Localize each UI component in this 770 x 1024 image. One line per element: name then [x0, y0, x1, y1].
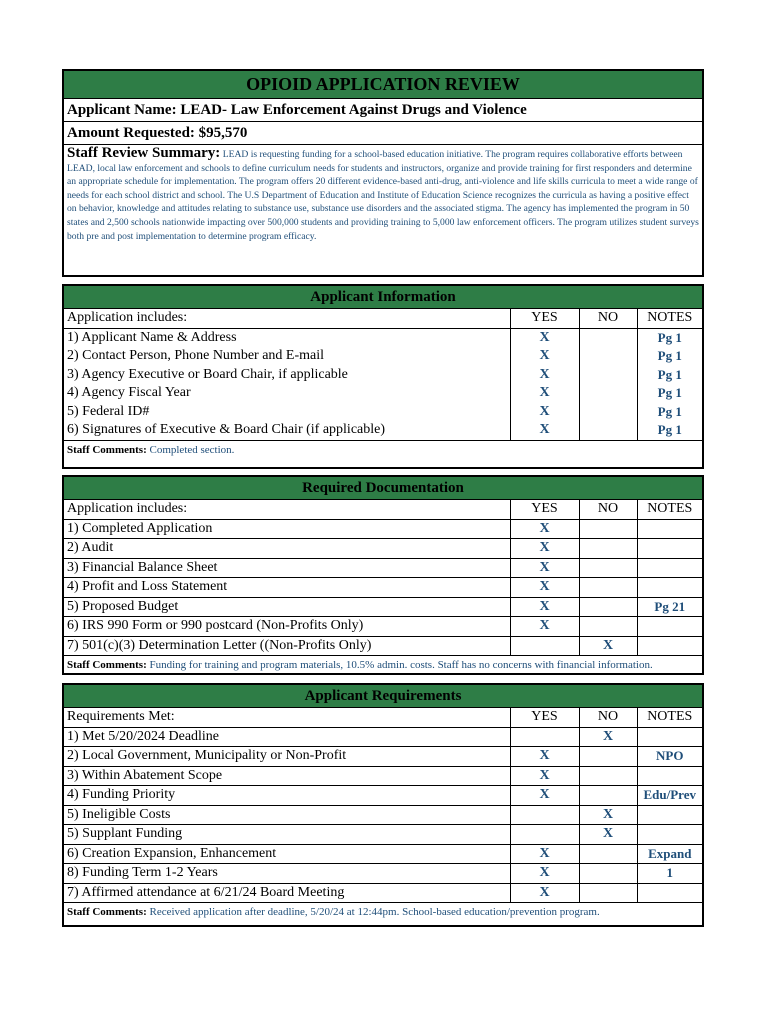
no-mark	[579, 539, 637, 559]
row-note	[637, 883, 702, 902]
no-mark: X	[579, 636, 637, 655]
checklist-table	[64, 707, 702, 902]
review-header-box	[62, 69, 704, 277]
staff-comments-label: Staff Comments:	[67, 443, 147, 456]
table-row	[64, 786, 702, 806]
row-label: 3) Within Abatement Scope	[64, 766, 510, 786]
staff-comments-text: Received application after deadline, 5/20/24 at 12:44pm. School-based education/prevention program.	[149, 906, 600, 918]
yes-mark	[510, 825, 579, 845]
column-notes-header: NOTES	[637, 708, 702, 728]
row-note: Expand	[637, 844, 702, 864]
row-note	[637, 805, 702, 825]
yes-mark	[510, 805, 579, 825]
staff-review-summary	[64, 144, 702, 245]
yes-mark: X	[510, 578, 579, 598]
row-label: 2) Contact Person, Phone Number and E-mail	[67, 348, 325, 364]
row-note	[637, 636, 702, 655]
yes-mark: X	[510, 519, 579, 539]
yes-mark	[510, 636, 579, 655]
row-note: Pg 1	[637, 347, 702, 366]
yes-mark: X	[510, 403, 579, 422]
no-mark: X	[579, 825, 637, 845]
row-label: 4) Profit and Loss Statement	[64, 578, 510, 598]
amount-requested: Amount Requested: $95,570	[64, 121, 702, 144]
no-mark	[579, 347, 637, 366]
no-mark	[579, 864, 637, 884]
column-no-header: NO	[579, 309, 637, 329]
table-row	[64, 747, 702, 767]
row-label: 3) Financial Balance Sheet	[64, 558, 510, 578]
no-mark	[579, 384, 637, 403]
yes-mark: X	[510, 366, 579, 385]
section-required-documentation	[62, 475, 704, 675]
row-note	[637, 519, 702, 539]
table-header-row	[64, 309, 702, 329]
no-mark: X	[579, 805, 637, 825]
row-note	[637, 539, 702, 559]
table-row	[64, 328, 702, 347]
row-label: 1) Applicant Name & Address	[64, 328, 510, 347]
applicant-name: Applicant Name: LEAD- Law Enforcement Against Drugs and Violence	[64, 98, 702, 121]
summary-text: LEAD is requesting funding for a school-based education initiative. The program requires collaborative efforts between LEAD, local law enforcement and schools to define curriculum needs for students and instructors, organize and provide training for first responders and determine an appropriate schedule for implementation. The program offers 20 different evidence-based anti-drug, anti-violence and life skills curricula to meet a wide range of needs for each school district and school. The U.S Department of Education and Institute of Education Science recognizes the curricula as having a positive effect on behavior, knowledge and attitudes relating to substance use, substance use disorders and the associated stigma. The agency has implemented the program in 50 states and 2,500 schools nationwide impacting over 500,000 students and providing training to 5,000 law enforcement officers. The program utilizes student surveys both pre and post implementation to determine program efficacy.	[67, 149, 699, 242]
row-label: 8) Funding Term 1-2 Years	[64, 864, 510, 884]
no-mark	[579, 366, 637, 385]
row-label: 6) Creation Expansion, Enhancement	[64, 844, 510, 864]
yes-mark: X	[510, 328, 579, 347]
row-note: Pg 21	[637, 597, 702, 617]
yes-mark: X	[510, 883, 579, 902]
no-mark	[579, 883, 637, 902]
section-applicant-requirements	[62, 683, 704, 927]
table-row	[64, 636, 702, 655]
no-mark	[579, 844, 637, 864]
summary-label: Staff Review Summary:	[67, 145, 221, 161]
row-note: Pg 1	[637, 421, 702, 440]
yes-mark: X	[510, 747, 579, 767]
row-note: 1	[637, 864, 702, 884]
section-title: Required Documentation	[64, 477, 702, 499]
yes-mark: X	[510, 864, 579, 884]
row-label: 7) Affirmed attendance at 6/21/24 Board Meeting	[64, 883, 510, 902]
table-row	[64, 825, 702, 845]
staff-comments-text: Funding for training and program materials, 10.5% admin. costs. Staff has no concerns with financial information.	[149, 659, 653, 671]
table-row	[64, 403, 702, 422]
row-label: 5) Proposed Budget	[64, 597, 510, 617]
table-header-row	[64, 708, 702, 728]
table-row	[64, 844, 702, 864]
no-mark	[579, 766, 637, 786]
column-label-header: Application includes:	[64, 500, 510, 520]
row-note	[637, 578, 702, 598]
table-row	[64, 805, 702, 825]
no-mark	[579, 328, 637, 347]
section-title: Applicant Information	[64, 286, 702, 308]
table-row	[64, 366, 702, 385]
yes-mark: X	[510, 539, 579, 559]
table-row	[64, 727, 702, 747]
table-row	[64, 558, 702, 578]
row-label: 5) Ineligible Costs	[64, 805, 510, 825]
column-no-header: NO	[579, 500, 637, 520]
no-mark	[579, 786, 637, 806]
staff-comments	[64, 655, 702, 676]
table-row	[64, 519, 702, 539]
row-label: 2) Audit	[64, 539, 510, 559]
no-mark	[579, 578, 637, 598]
checklist-table	[64, 499, 702, 655]
yes-mark: X	[510, 384, 579, 403]
no-mark	[579, 558, 637, 578]
no-mark	[579, 519, 637, 539]
table-row	[64, 539, 702, 559]
row-note: NPO	[637, 747, 702, 767]
no-mark	[579, 747, 637, 767]
row-label: 6) Signatures of Executive & Board Chair (if applicable)	[67, 422, 386, 438]
staff-comments-label: Staff Comments:	[67, 659, 147, 671]
row-label: 5) Federal ID#	[67, 403, 150, 419]
checklist-table	[64, 308, 702, 440]
column-notes-header: NOTES	[637, 500, 702, 520]
table-row	[64, 883, 702, 902]
table-row	[64, 421, 702, 440]
staff-comments-label: Staff Comments:	[67, 906, 147, 918]
row-note	[637, 766, 702, 786]
section-applicant-information	[62, 284, 704, 469]
no-mark	[579, 421, 637, 440]
row-note: Pg 1	[637, 384, 702, 403]
row-note: Edu/Prev	[637, 786, 702, 806]
yes-mark: X	[510, 766, 579, 786]
yes-mark: X	[510, 597, 579, 617]
row-label: 7) 501(c)(3) Determination Letter ((Non-Profits Only)	[64, 636, 510, 655]
row-label: 6) IRS 990 Form or 990 postcard (Non-Profits Only)	[64, 617, 510, 637]
yes-mark: X	[510, 558, 579, 578]
column-yes-header: YES	[510, 708, 579, 728]
staff-comments	[64, 902, 702, 923]
table-row	[64, 766, 702, 786]
row-label: 4) Funding Priority	[64, 786, 510, 806]
table-row	[64, 578, 702, 598]
no-mark	[579, 597, 637, 617]
no-mark: X	[579, 727, 637, 747]
table-header-row	[64, 500, 702, 520]
row-note	[637, 825, 702, 845]
column-label-header: Requirements Met:	[64, 708, 510, 728]
row-note: Pg 1	[637, 328, 702, 347]
row-label: 1) Completed Application	[64, 519, 510, 539]
section-title: Applicant Requirements	[64, 685, 702, 707]
no-mark	[579, 403, 637, 422]
row-label: 3) Agency Executive or Board Chair, if applicable	[67, 366, 348, 382]
yes-mark: X	[510, 844, 579, 864]
table-row	[64, 864, 702, 884]
staff-comments-text: Completed section.	[149, 443, 235, 456]
row-note	[637, 617, 702, 637]
column-yes-header: YES	[510, 500, 579, 520]
table-row	[64, 617, 702, 637]
column-yes-header: YES	[510, 309, 579, 329]
yes-mark: X	[510, 786, 579, 806]
row-label: 1) Met 5/20/2024 Deadline	[64, 727, 510, 747]
yes-mark: X	[510, 617, 579, 637]
table-row	[64, 384, 702, 403]
page-title: OPIOID APPLICATION REVIEW	[64, 71, 702, 98]
row-label: 2) Local Government, Municipality or Non-Profit	[64, 747, 510, 767]
column-no-header: NO	[579, 708, 637, 728]
row-note	[637, 558, 702, 578]
yes-mark: X	[510, 421, 579, 440]
row-note: Pg 1	[637, 403, 702, 422]
staff-comments	[64, 440, 702, 461]
column-notes-header: NOTES	[637, 309, 702, 329]
row-note: Pg 1	[637, 366, 702, 385]
row-label: 5) Supplant Funding	[64, 825, 510, 845]
yes-mark: X	[510, 347, 579, 366]
no-mark	[579, 617, 637, 637]
column-label-header: Application includes:	[64, 309, 510, 329]
row-label: 4) Agency Fiscal Year	[67, 385, 191, 401]
row-note	[637, 727, 702, 747]
table-row	[64, 597, 702, 617]
table-row	[64, 347, 702, 366]
yes-mark	[510, 727, 579, 747]
